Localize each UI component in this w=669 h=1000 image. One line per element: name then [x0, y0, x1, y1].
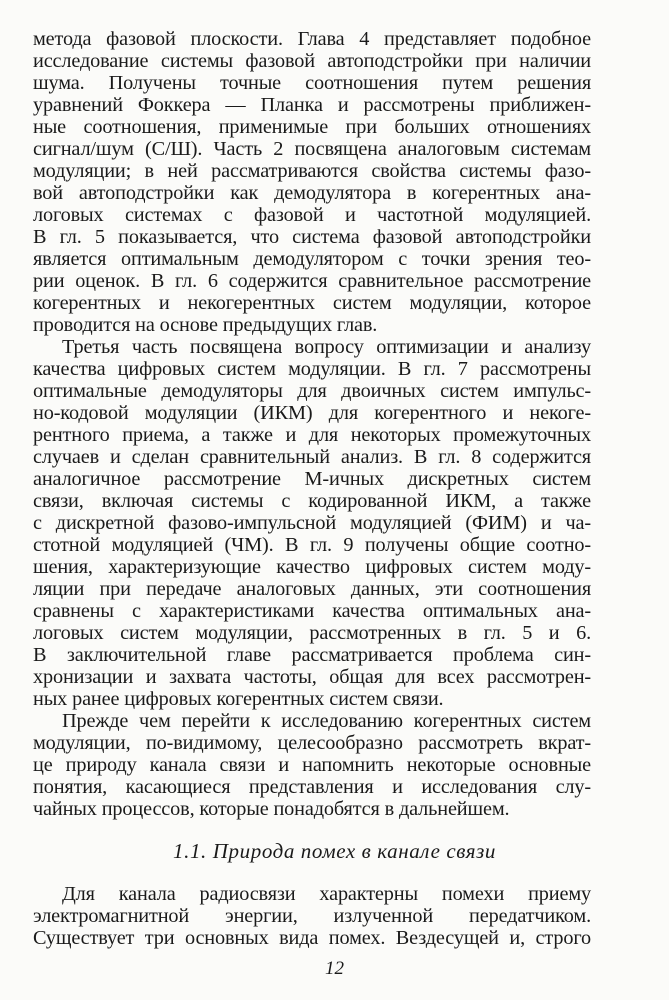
text-line: чайных процессов, которые понадобятся в дальнейшем. [33, 798, 510, 820]
text-line: аналогичное рассмотрение М-ичных дискретных систем [33, 468, 591, 490]
text-line: рентного приема, а также и для некоторых промежуточных [33, 424, 591, 446]
text-line: связи, включая системы с кодированной ИКМ, а также [33, 490, 591, 512]
text-line: вой автоподстройки как демодулятора в когерентных ана- [33, 182, 591, 204]
page-number: 12 [325, 958, 344, 979]
text-line: метода фазовой плоскости. Глава 4 представляет подобное [33, 28, 591, 50]
text-line: стотной модуляцией (ЧМ). В гл. 9 получены общие соотно- [33, 534, 591, 556]
text-line: логовых системах с фазовой и частотной модуляцией. [33, 204, 591, 226]
text-line: Для канала радиосвязи характерны помехи приему [62, 883, 591, 905]
text-line: ные соотношения, применимые при больших отношениях [33, 116, 591, 138]
text-line: рии оценок. В гл. 6 содержится сравнительное рассмотрение [33, 270, 591, 292]
text-line: но-кодовой модуляции (ИКМ) для когерентного и некоге- [33, 402, 591, 424]
text-line: Прежде чем перейти к исследованию когерентных систем [62, 710, 591, 732]
text-line: проводится на основе предыдущих глав. [33, 314, 378, 336]
text-line: шума. Получены точные соотношения путем решения [33, 72, 591, 94]
text-line: Существует три основных вида помех. Вездесущей и, строго [33, 927, 591, 949]
text-line: когерентных и некогерентных систем модуляции, которое [33, 292, 591, 314]
text-line: ных ранее цифровых когерентных систем связи. [33, 688, 444, 710]
text-line: модуляции, по-видимому, целесообразно рассмотреть вкрат- [33, 732, 591, 754]
text-line: является оптимальным демодулятором с точки зрения тео- [33, 248, 591, 270]
text-line: Третья часть посвящена вопросу оптимизации и анализу [62, 336, 591, 358]
text-line: хронизации и захвата частоты, общая для всех рассмотрен- [33, 666, 591, 688]
text-line: оптимальные демодуляторы для двоичных систем импульс- [33, 380, 591, 402]
text-line: сигнал/шум (С/Ш). Часть 2 посвящена аналоговым системам [33, 138, 591, 160]
text-line: В гл. 5 показывается, что система фазовой автоподстройки [33, 226, 591, 248]
text-line: це природу канала связи и напомнить некоторые основные [33, 754, 591, 776]
text-line: электромагнитной энергии, излученной передатчиком. [33, 905, 591, 927]
text-line: шения, характеризующие качество цифровых систем моду- [33, 556, 591, 578]
text-line: сравнены с характеристиками качества оптимальных ана- [33, 600, 591, 622]
text-line: качества цифровых систем модуляции. В гл. 7 рассмотрены [33, 358, 591, 380]
text-line: логовых систем модуляции, рассмотренных в гл. 5 и 6. [33, 622, 591, 644]
text-line: В заключительной главе рассматривается проблема син- [33, 644, 591, 666]
text-line: уравнений Фоккера — Планка и рассмотрены приближен- [33, 94, 591, 116]
text-line: с дискретной фазово-импульсной модуляцией (ФИМ) и ча- [33, 512, 591, 534]
text-line: ляции при передаче аналоговых данных, эти соотношения [33, 578, 591, 600]
section-heading: 1.1. Природа помех в канале связи [173, 839, 496, 863]
text-line: случаев и сделан сравнительный анализ. В гл. 8 содержится [33, 446, 591, 468]
text-line: понятия, касающиеся представления и исследования слу- [33, 776, 591, 798]
text-line: модуляции; в ней рассматриваются свойства системы фазо- [33, 160, 591, 182]
text-line: исследование системы фазовой автоподстройки при наличии [33, 50, 591, 72]
